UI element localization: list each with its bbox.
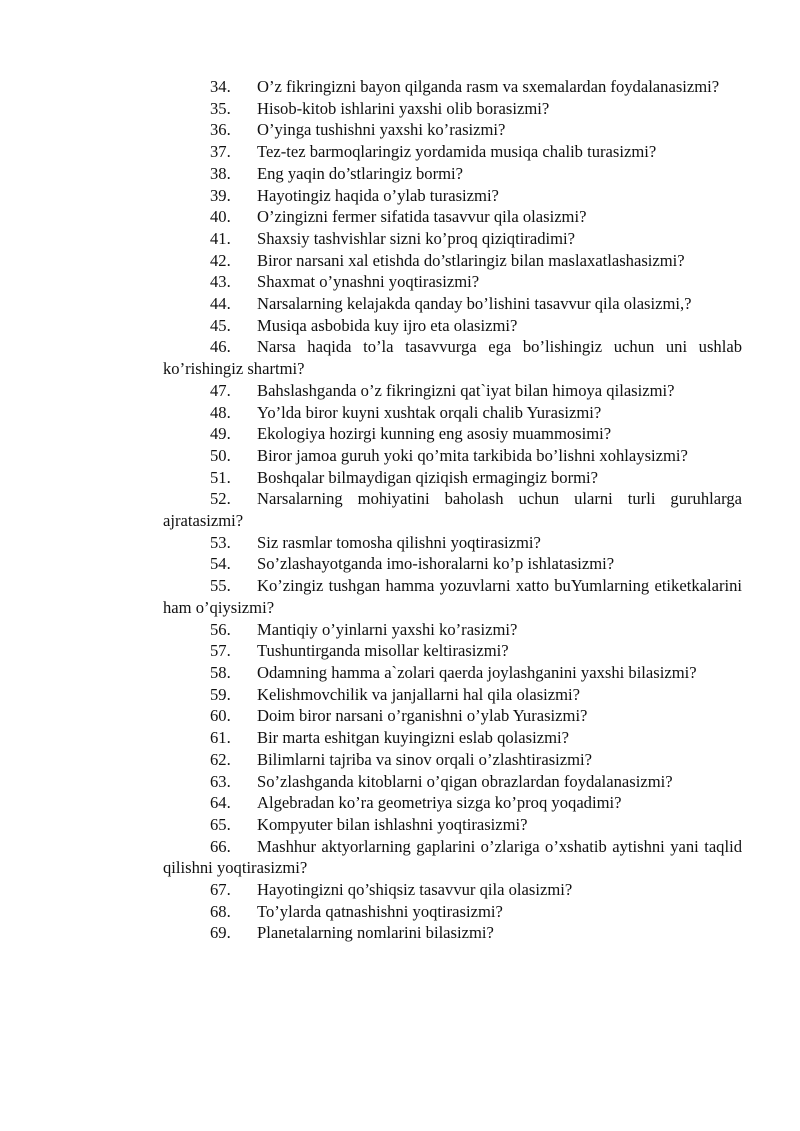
- question-number: 49.: [210, 424, 231, 444]
- question-number: 67.: [210, 880, 231, 900]
- question-item: [163, 250, 742, 272]
- question-number: 66.: [210, 836, 231, 856]
- question-text: Ekologiya hozirgi kunning eng asosiy muammosimi?: [257, 424, 612, 444]
- question-item: [163, 640, 742, 662]
- question-item: [163, 76, 742, 98]
- question-text: Siz rasmlar tomosha qilishni yoqtirasizmi?: [257, 532, 541, 552]
- question-number: 43.: [210, 272, 231, 292]
- question-text: So’zlashganda kitoblarni o’qigan obrazlardan foydalanasizmi?: [257, 771, 673, 791]
- question-text: Boshqalar bilmaydigan qiziqish ermagingiz bormi?: [257, 467, 599, 487]
- question-number: 68.: [210, 901, 231, 921]
- question-text: Odamning hamma a`zolari qaerda joylashganini yaxshi bilasizmi?: [257, 662, 697, 682]
- question-text: Musiqa asbobida kuy ijro eta olasizmi?: [257, 315, 518, 335]
- question-item: [163, 575, 742, 618]
- question-number: 55.: [210, 576, 231, 596]
- question-number: 54.: [210, 554, 231, 574]
- question-item: [163, 336, 742, 379]
- question-text: Planetalarning nomlarini bilasizmi?: [257, 923, 494, 943]
- question-item: [163, 119, 742, 141]
- question-item: [163, 814, 742, 836]
- question-text: Bilimlarni tajriba va sinov orqali o’zlashtirasizmi?: [257, 749, 593, 769]
- question-number: 39.: [210, 185, 231, 205]
- question-number: 41.: [210, 228, 231, 248]
- question-text: Eng yaqin do’stlaringiz bormi?: [257, 163, 463, 183]
- question-item: [163, 749, 742, 771]
- question-item: [163, 423, 742, 445]
- question-item: [163, 228, 742, 250]
- question-text: Yo’lda biror kuyni xushtak orqali chalib Yurasizmi?: [257, 402, 602, 422]
- question-text: Tushuntirganda misollar keltirasizmi?: [257, 641, 509, 661]
- question-number: 51.: [210, 467, 231, 487]
- question-text: Kelishmovchilik va janjallarni hal qila olasizmi?: [257, 684, 581, 704]
- question-item: [163, 792, 742, 814]
- question-text: Tez-tez barmoqlaringiz yordamida musiqa chalib turasizmi?: [257, 142, 657, 162]
- question-text: Narsa haqida to’la tasavvurga ega bo’lishingiz uchun uni ushlab ko’rishingiz shartmi?: [163, 337, 742, 379]
- question-number: 59.: [210, 684, 231, 704]
- question-text: Kompyuter bilan ishlashni yoqtirasizmi?: [257, 814, 528, 834]
- question-number: 65.: [210, 814, 231, 834]
- question-number: 52.: [210, 489, 231, 509]
- question-item: [163, 98, 742, 120]
- question-number: 46.: [210, 337, 231, 357]
- question-item: [163, 141, 742, 163]
- question-number: 35.: [210, 98, 231, 118]
- question-text: Hisob-kitob ishlarini yaxshi olib borasizmi?: [257, 98, 550, 118]
- question-number: 34.: [210, 77, 231, 96]
- question-text: Mashhur aktyorlarning gaplarini o’zlariga o’xshatib aytishni yani taqlid qilishni yoqtirasizmi?: [163, 836, 742, 878]
- question-number: 45.: [210, 315, 231, 335]
- question-number: 40.: [210, 207, 231, 227]
- question-text: Biror narsani xal etishda do’stlaringiz bilan maslaxatlashasizmi?: [257, 250, 685, 270]
- question-number: 60.: [210, 706, 231, 726]
- question-text: Hayotingizni qo’shiqsiz tasavvur qila olasizmi?: [257, 880, 573, 900]
- question-item: [163, 922, 742, 944]
- question-item: [163, 206, 742, 228]
- question-text: Doim biror narsani o’rganishni o’ylab Yurasizmi?: [257, 706, 588, 726]
- question-text: Shaxsiy tashvishlar sizni ko’proq qiziqtiradimi?: [257, 228, 575, 248]
- question-text: To’ylarda qatnashishni yoqtirasizmi?: [257, 901, 503, 921]
- question-number: 61.: [210, 728, 231, 748]
- question-text: Shaxmat o’ynashni yoqtirasizmi?: [257, 272, 480, 292]
- question-item: [163, 163, 742, 185]
- question-number: 36.: [210, 120, 231, 140]
- question-text: O’yinga tushishni yaxshi ko’rasizmi?: [257, 120, 506, 140]
- question-text: Mantiqiy o’yinlarni yaxshi ko’rasizmi?: [257, 619, 518, 639]
- question-item: [163, 684, 742, 706]
- question-item: [163, 380, 742, 402]
- question-item: [163, 836, 742, 879]
- question-number: 47.: [210, 380, 231, 400]
- question-item: [163, 402, 742, 424]
- question-number: 53.: [210, 532, 231, 552]
- question-number: 64.: [210, 793, 231, 813]
- questionnaire-page: [163, 76, 742, 944]
- question-number: 63.: [210, 771, 231, 791]
- question-item: [163, 879, 742, 901]
- question-number: 38.: [210, 163, 231, 183]
- question-item: [163, 771, 742, 793]
- question-number: 48.: [210, 402, 231, 422]
- question-number: 42.: [210, 250, 231, 270]
- question-text: Ko’zingiz tushgan hamma yozuvlarni xatto buYumlarning etiketkalarini ham o’qiysizmi?: [163, 576, 742, 617]
- question-number: 44.: [210, 294, 231, 314]
- question-item: [163, 727, 742, 749]
- question-text: Biror jamoa guruh yoki qo’mita tarkibida bo’lishni xohlaysizmi?: [257, 445, 688, 465]
- question-number: 56.: [210, 619, 231, 639]
- question-item: [163, 185, 742, 207]
- question-number: 69.: [210, 923, 231, 943]
- question-text: Bir marta eshitgan kuyingizni eslab qolasizmi?: [257, 728, 569, 748]
- question-item: [163, 662, 742, 684]
- question-item: [163, 488, 742, 531]
- question-item: [163, 532, 742, 554]
- question-text: Narsalarning kelajakda qanday bo’lishini tasavvur qila olasizmi,?: [257, 294, 692, 314]
- question-item: [163, 619, 742, 641]
- question-text: So’zlashayotganda imo-ishoralarni ko’p ishlatasizmi?: [257, 554, 615, 574]
- question-item: [163, 293, 742, 315]
- question-item: [163, 445, 742, 467]
- question-text: O’zingizni fermer sifatida tasavvur qila olasizmi?: [257, 207, 587, 227]
- question-text: Bahslashganda o’z fikringizni qat`iyat bilan himoya qilasizmi?: [257, 380, 675, 400]
- question-number: 62.: [210, 749, 231, 769]
- question-item: [163, 271, 742, 293]
- question-text: Hayotingiz haqida o’ylab turasizmi?: [257, 185, 499, 205]
- question-text: Algebradan ko’ra geometriya sizga ko’proq yoqadimi?: [257, 793, 622, 813]
- question-number: 50.: [210, 445, 231, 465]
- question-number: 57.: [210, 641, 231, 661]
- question-text: O’z fikringizni bayon qilganda rasm va sxemalardan foydalanasizmi?: [257, 77, 720, 96]
- question-number: 37.: [210, 142, 231, 162]
- question-number: 58.: [210, 662, 231, 682]
- question-item: [163, 705, 742, 727]
- question-item: [163, 901, 742, 923]
- question-item: [163, 315, 742, 337]
- question-text: Narsalarning mohiyatini baholash uchun ularni turli guruhlarga ajratasizmi?: [163, 489, 742, 531]
- question-item: [163, 553, 742, 575]
- question-item: [163, 467, 742, 489]
